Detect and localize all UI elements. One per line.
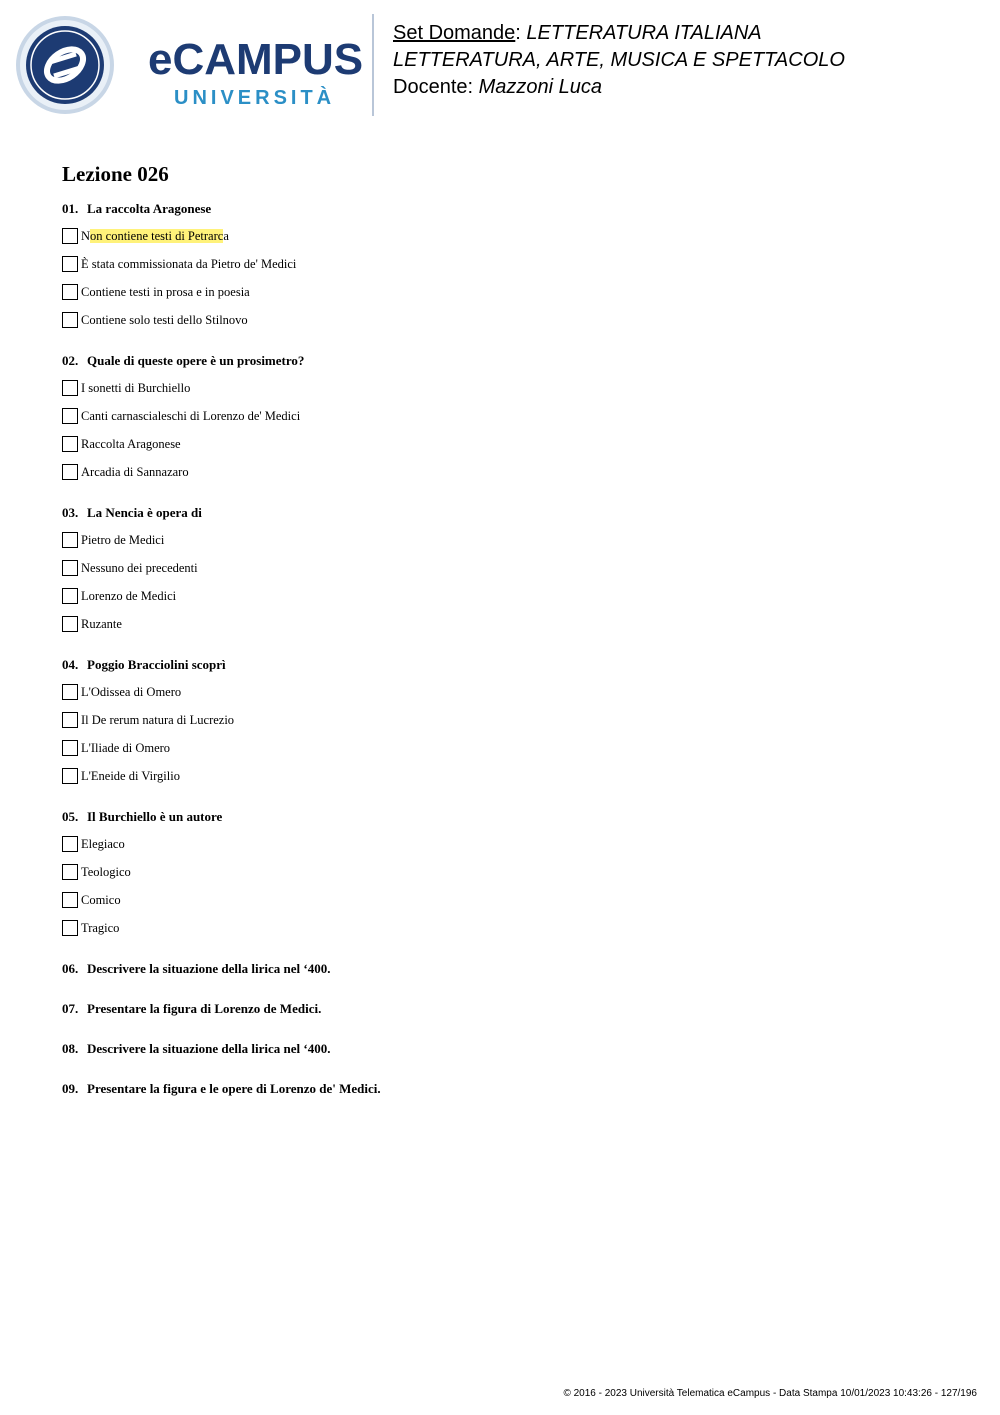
answer-checkbox[interactable] xyxy=(62,684,78,700)
answer-label: È stata commissionata da Pietro de' Medici xyxy=(81,256,297,271)
answer-checkbox[interactable] xyxy=(62,836,78,852)
answer-option[interactable] xyxy=(62,435,962,453)
question-number: 03. xyxy=(62,505,79,520)
answer-label: Contiene solo testi dello Stilnovo xyxy=(81,312,248,327)
answer-option[interactable] xyxy=(62,587,962,605)
answer-checkbox[interactable] xyxy=(62,864,78,880)
highlighted-text: on contiene testi di Petrarc xyxy=(90,228,224,243)
question-title xyxy=(62,808,962,826)
ecampus-seal-icon xyxy=(14,14,124,116)
answer-checkbox[interactable] xyxy=(62,892,78,908)
open-question-09 xyxy=(62,1080,962,1098)
question-number: 05. xyxy=(62,809,79,824)
header-info xyxy=(393,20,845,101)
page-footer: © 2016 - 2023 Università Telematica eCampus - Data Stampa 10/01/2023 10:43:26 - 127/196 xyxy=(563,1388,977,1399)
question-number: 09. xyxy=(62,1081,79,1096)
open-question-06 xyxy=(62,960,962,978)
answer-option[interactable] xyxy=(62,767,962,785)
answer-option[interactable] xyxy=(62,711,962,729)
answer-checkbox[interactable] xyxy=(62,256,78,272)
answer-label: Comico xyxy=(81,892,121,907)
answer-option[interactable] xyxy=(62,311,962,329)
question-title xyxy=(62,504,962,522)
answer-label: Lorenzo de Medici xyxy=(81,588,177,603)
answer-checkbox[interactable] xyxy=(62,712,78,728)
answer-option[interactable] xyxy=(62,531,962,549)
question-text: Il Burchiello è un autore xyxy=(87,809,223,824)
question-title xyxy=(62,656,962,674)
answer-option[interactable] xyxy=(62,891,962,909)
page-header xyxy=(0,0,1000,130)
answer-checkbox[interactable] xyxy=(62,532,78,548)
course-line xyxy=(393,47,845,74)
answer-label: I sonetti di Burchiello xyxy=(81,380,191,395)
question-04 xyxy=(62,656,962,785)
question-title xyxy=(62,200,962,218)
answer-label: Elegiaco xyxy=(81,836,125,851)
answer-label: Teologico xyxy=(81,864,131,879)
answer-checkbox[interactable] xyxy=(62,740,78,756)
question-text: Presentare la figura di Lorenzo de Medici. xyxy=(87,1001,322,1016)
answer-label: Tragico xyxy=(81,920,120,935)
answer-label xyxy=(81,229,229,244)
answer-label: Il De rerum natura di Lucrezio xyxy=(81,712,235,727)
question-text: La raccolta Aragonese xyxy=(87,201,212,216)
open-question-list xyxy=(62,960,962,1098)
question-number: 07. xyxy=(62,1001,79,1016)
answer-checkbox[interactable] xyxy=(62,588,78,604)
answer-option[interactable] xyxy=(62,615,962,633)
question-text: Descrivere la situazione della lirica nel ‘400. xyxy=(87,961,331,976)
question-text: Poggio Bracciolini scoprì xyxy=(87,657,226,672)
open-question-07 xyxy=(62,1000,962,1018)
course-name: LETTERATURA, ARTE, MUSICA E SPETTACOLO xyxy=(393,49,845,71)
answer-checkbox[interactable] xyxy=(62,408,78,424)
ecampus-logo xyxy=(14,14,364,116)
logo-wordmark: eCAMPUS xyxy=(148,35,364,84)
question-number: 02. xyxy=(62,353,79,368)
header-divider xyxy=(372,14,374,116)
question-02 xyxy=(62,352,962,481)
answer-label: Pietro de Medici xyxy=(81,532,165,547)
answer-label: Raccolta Aragonese xyxy=(81,436,181,451)
question-set xyxy=(62,160,962,1120)
question-text: Quale di queste opere è un prosimetro? xyxy=(87,353,305,368)
open-question-08 xyxy=(62,1040,962,1058)
teacher-label: Docente: xyxy=(393,76,474,98)
answer-option[interactable] xyxy=(62,683,962,701)
answer-checkbox[interactable] xyxy=(62,380,78,396)
answer-label: L'Odissea di Omero xyxy=(81,684,182,699)
answer-checkbox[interactable] xyxy=(62,464,78,480)
answer-checkbox[interactable] xyxy=(62,284,78,300)
answer-option[interactable] xyxy=(62,283,962,301)
answer-option[interactable] xyxy=(62,379,962,397)
logo-subtitle: UNIVERSITÀ xyxy=(174,87,336,109)
answer-checkbox[interactable] xyxy=(62,920,78,936)
lesson-title: Lezione 026 xyxy=(62,162,169,186)
answer-text-end: a xyxy=(223,228,229,243)
answer-label: Contiene testi in prosa e in poesia xyxy=(81,284,250,299)
answer-option[interactable] xyxy=(62,919,962,937)
question-list xyxy=(62,200,962,937)
set-label: Set Domande xyxy=(393,22,516,44)
question-number: 04. xyxy=(62,657,79,672)
answer-option[interactable] xyxy=(62,835,962,853)
question-text: La Nencia è opera di xyxy=(87,505,202,520)
answer-option[interactable] xyxy=(62,739,962,757)
answer-option[interactable] xyxy=(62,463,962,481)
answer-option[interactable] xyxy=(62,255,962,273)
teacher-line xyxy=(393,74,845,101)
answer-label: Arcadia di Sannazaro xyxy=(81,464,189,479)
question-number: 01. xyxy=(62,201,79,216)
answer-label: L'Eneide di Virgilio xyxy=(81,768,180,783)
question-text: Descrivere la situazione della lirica nel ‘400. xyxy=(87,1041,331,1056)
answer-label: Nessuno dei precedenti xyxy=(81,560,198,575)
answer-text-start: N xyxy=(81,228,91,243)
answer-option[interactable] xyxy=(62,407,962,425)
question-text: Presentare la figura e le opere di Lorenzo de' Medici. xyxy=(87,1081,381,1096)
answer-checkbox[interactable] xyxy=(62,436,78,452)
question-03 xyxy=(62,504,962,633)
question-05 xyxy=(62,808,962,937)
answer-label: Canti carnascialeschi di Lorenzo de' Medici xyxy=(81,408,301,423)
set-line: Set Domande: LETTERATURA ITALIANA xyxy=(393,22,762,44)
answer-option[interactable] xyxy=(62,559,962,577)
question-title xyxy=(62,352,962,370)
answer-checkbox[interactable] xyxy=(62,560,78,576)
teacher-name: Mazzoni Luca xyxy=(478,76,603,98)
answer-checkbox[interactable] xyxy=(62,228,78,244)
answer-checkbox[interactable] xyxy=(62,768,78,784)
question-01 xyxy=(62,200,962,329)
set-value: LETTERATURA ITALIANA xyxy=(526,22,762,44)
answer-option[interactable] xyxy=(62,863,962,881)
answer-checkbox[interactable] xyxy=(62,312,78,328)
question-number: 06. xyxy=(62,961,79,976)
answer-label: L'Iliade di Omero xyxy=(81,740,171,755)
answer-option[interactable] xyxy=(62,227,962,245)
answer-label: Ruzante xyxy=(81,616,122,631)
question-number: 08. xyxy=(62,1041,79,1056)
answer-checkbox[interactable] xyxy=(62,616,78,632)
